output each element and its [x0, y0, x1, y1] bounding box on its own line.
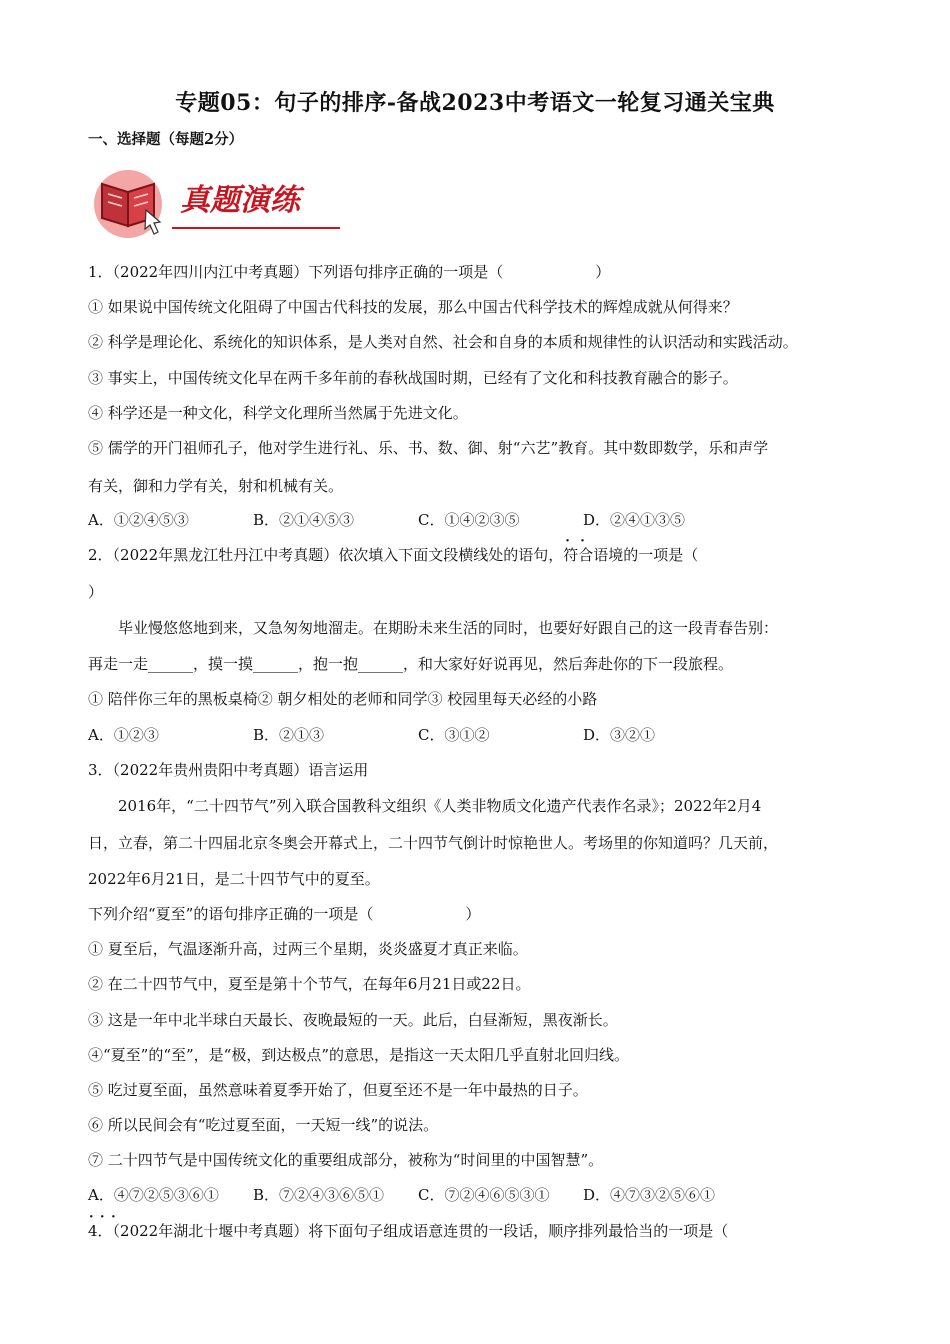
q3-passage-1: 2016年，“二十四节气”列入联合国教科文组织《人类非物质文化遗产代表作名录》；2022年2月4: [118, 797, 762, 815]
q3-sentence-2: ② 在二十四节气中，夏至是第十个节气，在每年6月21日或22日。: [88, 975, 531, 993]
q3-sentence-7: ⑦ 二十四节气是中国传统文化的重要组成部分，被称为“时间里的中国智慧”。: [88, 1151, 604, 1169]
q3-passage-3: 2022年6月21日，是二十四节气中的夏至。: [88, 870, 380, 888]
q1-sentence-5a: ⑤ 儒学的开门祖师孔子，他对学生进行礼、乐、书、数、御、射“六艺”教育。其中数即数学，乐和声学: [88, 439, 769, 457]
q2-stem-close: ）: [88, 583, 104, 601]
q2-option-d[interactable]: D．③②①: [583, 726, 656, 744]
q1-option-a[interactable]: A．①②④⑤③: [88, 511, 189, 529]
q2-passage-1: 毕业慢悠悠地到来，又急匆匆地溜走。在期盼未来生活的同时，也要好好跟自己的这一段青春告别：: [118, 619, 779, 637]
q3-option-d[interactable]: D．④⑦③②⑤⑥①: [583, 1186, 716, 1204]
q1-option-c[interactable]: C．①④②③⑤: [418, 511, 520, 529]
q3-sentence-1: ① 夏至后，气温逐渐升高，过两三个星期，炎炎盛夏才真正来临。: [88, 940, 528, 958]
q2-option-b[interactable]: B．②①③: [253, 726, 325, 744]
q3-sentence-5: ⑤ 吃过夏至面，虽然意味着夏季开始了，但夏至还不是一年中最热的日子。: [88, 1081, 588, 1099]
q3-option-a[interactable]: A．④⑦②⑤③⑥①: [88, 1186, 219, 1204]
q1-sentence-5b: 有关，御和力学有关，射和机械有关。: [88, 477, 344, 495]
q1-stem: 1．（2022年四川内江中考真题）下列语句排序正确的一项是（ ）: [88, 263, 611, 281]
q4-stem: 4．（2022年湖北十堰中考真题）将下面句子组成语意连贯的一段话，顺序排列· · · 最恰当的一项是（: [88, 1221, 728, 1241]
q3-sentence-6: ⑥ 所以民间会有“吃过夏至面，一天短一线”的说法。: [88, 1116, 439, 1134]
q2-emphasis: · · 符合: [563, 545, 593, 565]
q1-sentence-3: ③ 事实上，中国传统文化早在两千多年前的春秋战国时期，已经有了文化和科技教育融合的影子。: [88, 369, 738, 387]
q1-option-b[interactable]: B．②①④⑤③: [253, 511, 355, 529]
q1-sentence-2: ② 科学是理论化、系统化的知识体系，是人类对自然、社会和自身的本质和规律性的认识活动和实践活动。: [88, 333, 798, 351]
q3-sentence-3: ③ 这是一年中北半球白天最长、夜晚最短的一天。此后，白昼渐短，黑夜渐长。: [88, 1011, 618, 1029]
banner-logo: [88, 164, 348, 240]
banner-title: 真题演练: [180, 183, 300, 218]
q2-option-c[interactable]: C．③①②: [418, 726, 490, 744]
section-heading: 一、选择题（每题2分）: [88, 131, 244, 148]
q3-stem: 3．（2022年贵州贵阳中考真题）语言运用: [88, 761, 369, 779]
q2-stem: 2．（2022年黑龙江牡丹江中考真题）依次填入下面文段横线处的语句，· · 符合语境的一项是（: [88, 545, 698, 565]
q2-option-a[interactable]: A．①②③: [88, 726, 159, 744]
q3-option-c[interactable]: C．⑦②④⑥⑤③①: [418, 1186, 550, 1204]
q1-sentence-4: ④ 科学还是一种文化，科学文化理所当然属于先进文化。: [88, 404, 468, 422]
q3-passage-2: 日，立春，第二十四届北京冬奥会开幕式上，二十四节气倒计时惊艳世人。考场里的你知道吗？几天前，: [88, 834, 779, 852]
q3-option-b[interactable]: B．⑦②④③⑥⑤①: [253, 1186, 385, 1204]
page-title: 专题05：句子的排序-备战2023中考语文一轮复习通关宝典: [175, 90, 775, 116]
q2-passage-2: 再走一走______，摸一摸______，抱一抱______，和大家好好说再见，然后奔赴你的下一段旅程。: [88, 655, 734, 673]
q3-ask: 下列介绍“夏至”的语句排序正确的一项是（ ）: [88, 905, 481, 923]
q1-sentence-1: ① 如果说中国传统文化阻碍了中国古代科技的发展，那么中国古代科学技术的辉煌成就从何得来？: [88, 298, 738, 316]
q3-sentence-4: ④“夏至”的“至”，是“极，到达极点”的意思，是指这一天太阳几乎直射北回归线。: [88, 1046, 630, 1064]
q4-emphasis: · · · 最恰当: [608, 1222, 653, 1240]
q2-choices: ① 陪伴你三年的黑板桌椅② 朝夕相处的老师和同学③ 校园里每天必经的小路: [88, 690, 598, 708]
q1-option-d[interactable]: D．②④①③⑤: [583, 511, 686, 529]
